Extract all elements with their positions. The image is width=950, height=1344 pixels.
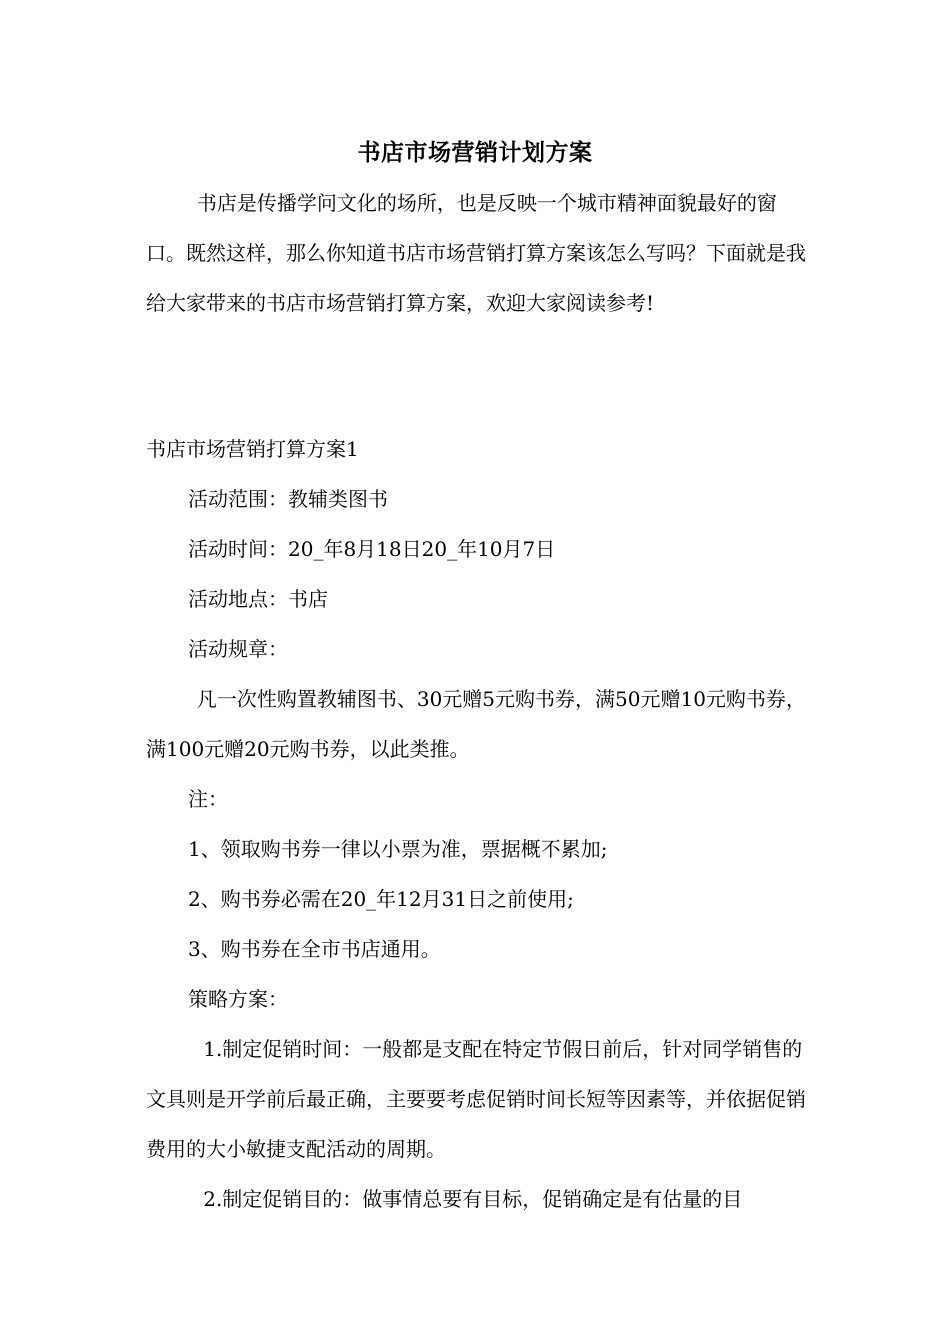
- note-label: 注：: [188, 787, 228, 811]
- intro-paragraph: 书店是传播学问文化的场所，也是反映一个城市精神面貌最好的窗口。既然这样，那么你知道书店市场营销打算方案该怎么写吗？下面就是我给大家带来的书店市场营销打算方案，欢迎大家阅读参考!: [146, 191, 806, 315]
- activity-place: 活动地点：书店: [188, 587, 328, 611]
- strategy-label: 策略方案：: [188, 987, 288, 1011]
- rule-paragraph: 凡一次性购置教辅图书、30元赠5元购书券，满50元赠10元购书券，满100元赠20元购书券，以此类推。: [146, 687, 806, 761]
- strategy-item-2: 2.制定促销目的：做事情总要有目标，促销确定是有估量的目: [146, 1187, 743, 1211]
- activity-rules-label: 活动规章：: [188, 637, 288, 661]
- note-item-3: 3、购书券在全市书店通用。: [188, 937, 441, 961]
- activity-scope: 活动范围：教辅类图书: [188, 487, 388, 511]
- note-item-2: 2、购书券必需在20_年12月31日之前使用;: [188, 887, 574, 911]
- section-heading: 书店市场营销打算方案1: [146, 437, 359, 461]
- document-title: 书店市场营销计划方案: [357, 139, 593, 166]
- note-item-1: 1、领取购书券一律以小票为准，票据概不累加;: [188, 837, 608, 861]
- strategy-item-1: 1.制定促销时间：一般都是支配在特定节假日前后，针对同学销售的文具则是开学前后最正确，主要要考虑促销时间长短等因素等，并依据促销费用的大小敏捷支配活动的周期。: [146, 1037, 806, 1161]
- activity-time: 活动时间：20_年8月18日20_年10月7日: [188, 537, 556, 561]
